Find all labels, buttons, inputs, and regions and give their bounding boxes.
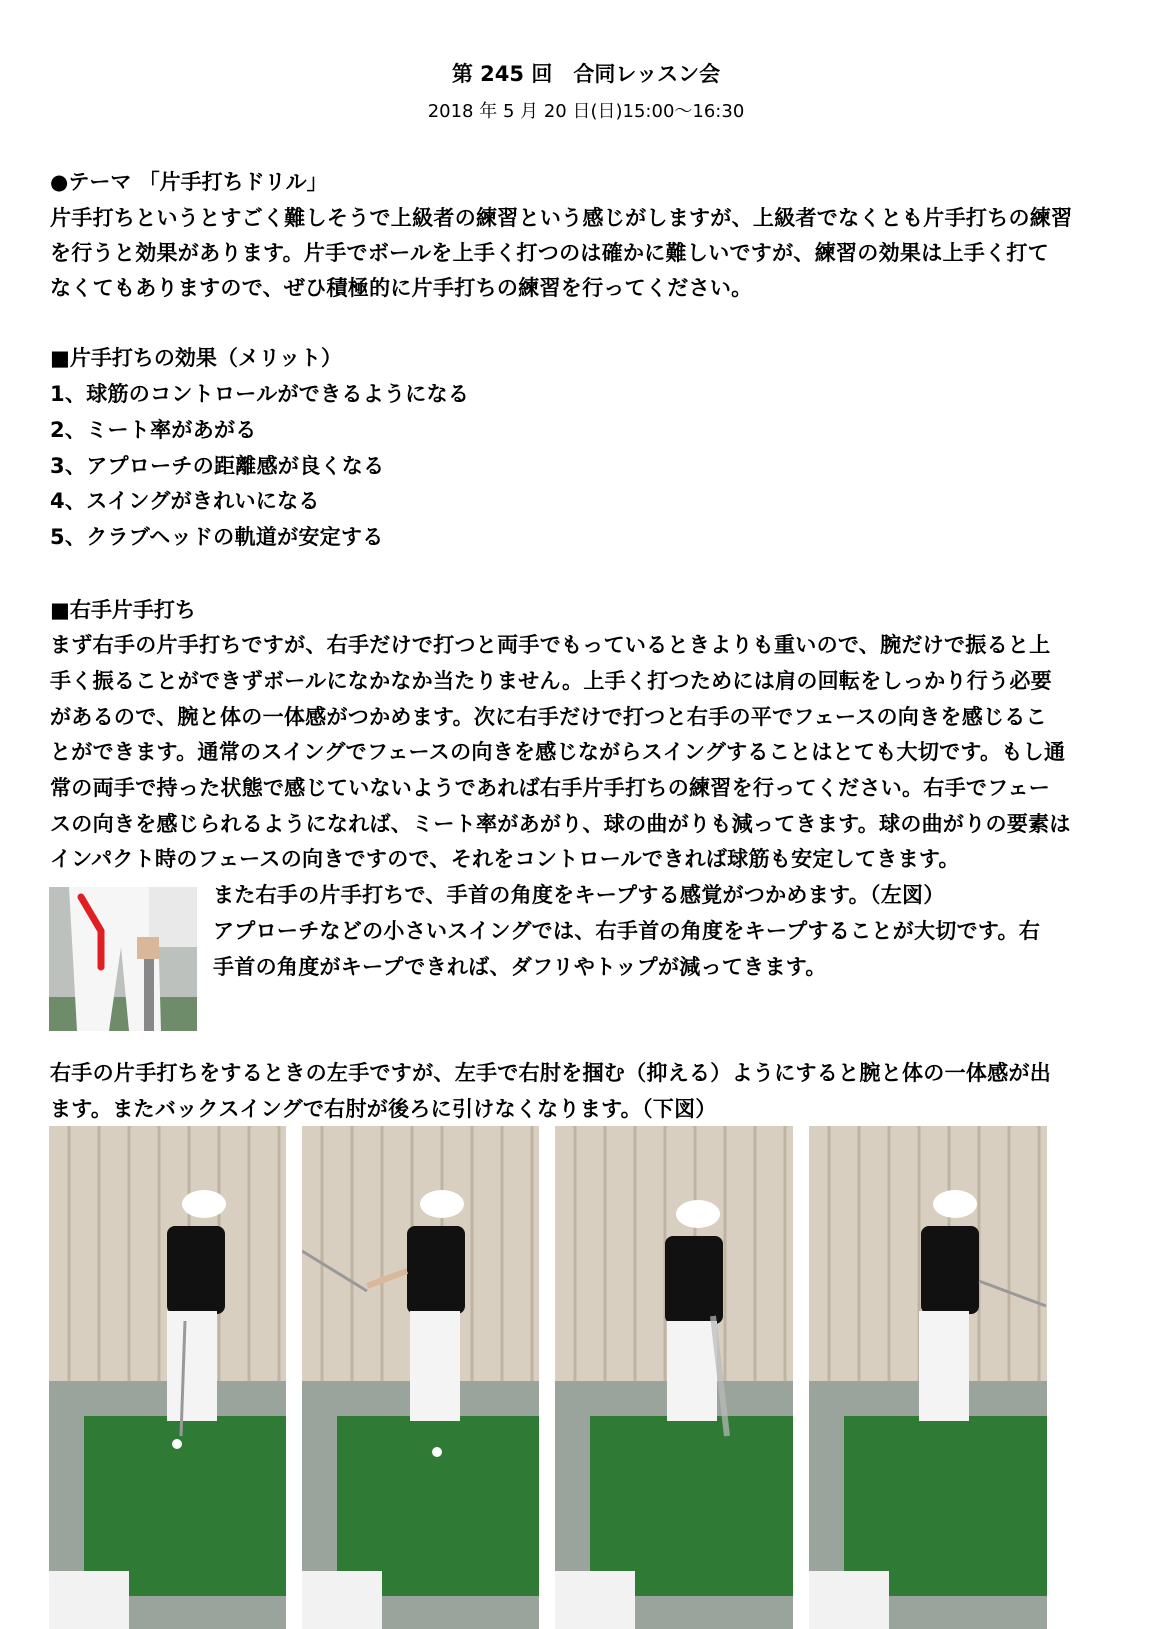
right-hand-line: インパクト時のフェースの向きですので、それをコントロールできれば球筋も安定してきます。 xyxy=(50,847,960,871)
theme-line: 片手打ちというとすごく難しそうで上級者の練習という感じがしますが、上級者でなくとも片手打ちの練習 xyxy=(50,206,1073,230)
right-hand-line: 手く振ることができずボールになかなか当たりません。上手く打つためには肩の回転をしっかり行う必要 xyxy=(50,669,1052,693)
merit-item: 2、ミート率があがる xyxy=(50,418,257,442)
merits-heading: ■片手打ちの効果（メリット） xyxy=(50,346,343,370)
right-hand-line: とができます。通常のスイングでフェースの向きを感じながらスイングすることはとても大切です。もし通 xyxy=(50,740,1066,764)
left-hand-line: ます。またバックスイングで右肘が後ろに引けなくなります。（下図） xyxy=(50,1097,717,1121)
theme-line: を行うと効果があります。片手でボールを上手く打つのは確かに難しいですが、練習の効果は上手く打て xyxy=(50,241,1049,265)
left-hand-line: 右手の片手打ちをするときの左手ですが、左手で右肘を掴む（抑える）ようにすると腕と体の一体感が出 xyxy=(50,1061,1052,1085)
wrist-line: アプローチなどの小さいスイングでは、右手首の角度をキープすることが大切です。右 xyxy=(213,919,1041,943)
wrist-angle-photo xyxy=(49,887,197,1031)
swing-photo-backswing xyxy=(302,1126,539,1629)
swing-photo-follow-through xyxy=(809,1126,1047,1629)
right-hand-heading: ■右手片手打ち xyxy=(50,598,196,622)
wrist-line: また右手の片手打ちで、手首の角度をキープする感覚がつかめます。（左図） xyxy=(213,883,945,907)
event-date: 2018 年 5 月 20 日(日)15:00～16:30 xyxy=(427,101,745,122)
right-hand-line: 常の両手で持った状態で感じていないようであれば右手片手打ちの練習を行ってください。右手でフェー xyxy=(50,776,1051,800)
theme-line: なくてもありますので、ぜひ積極的に片手打ちの練習を行ってください。 xyxy=(50,276,753,300)
swing-photo-impact xyxy=(555,1126,793,1629)
merit-item: 4、スイングがきれいになる xyxy=(50,489,320,513)
right-hand-line: があるので、腕と体の一体感がつかめます。次に右手だけで打つと右手の平でフェースの向きを感じるこ xyxy=(50,705,1047,729)
page-title: 第 245 回 合同レッスン会 xyxy=(451,62,721,86)
theme-heading: ●テーマ 「片手打ちドリル」 xyxy=(50,170,328,194)
merit-item: 3、アプローチの距離感が良くなる xyxy=(50,454,385,478)
right-hand-line: スの向きを感じられるようになれば、ミート率があがり、球の曲がりも減ってきます。球の曲がりの要素は xyxy=(50,812,1071,836)
merit-item: 1、球筋のコントロールができるようになる xyxy=(50,382,470,406)
right-hand-line: まず右手の片手打ちですが、右手だけで打つと両手でもっているときよりも重いので、腕だけで振ると上 xyxy=(50,633,1051,657)
swing-photo-address xyxy=(49,1126,286,1629)
merit-item: 5、クラブヘッドの軌道が安定する xyxy=(50,525,384,549)
wrist-line: 手首の角度がキープできれば、ダフリやトップが減ってきます。 xyxy=(213,955,827,979)
